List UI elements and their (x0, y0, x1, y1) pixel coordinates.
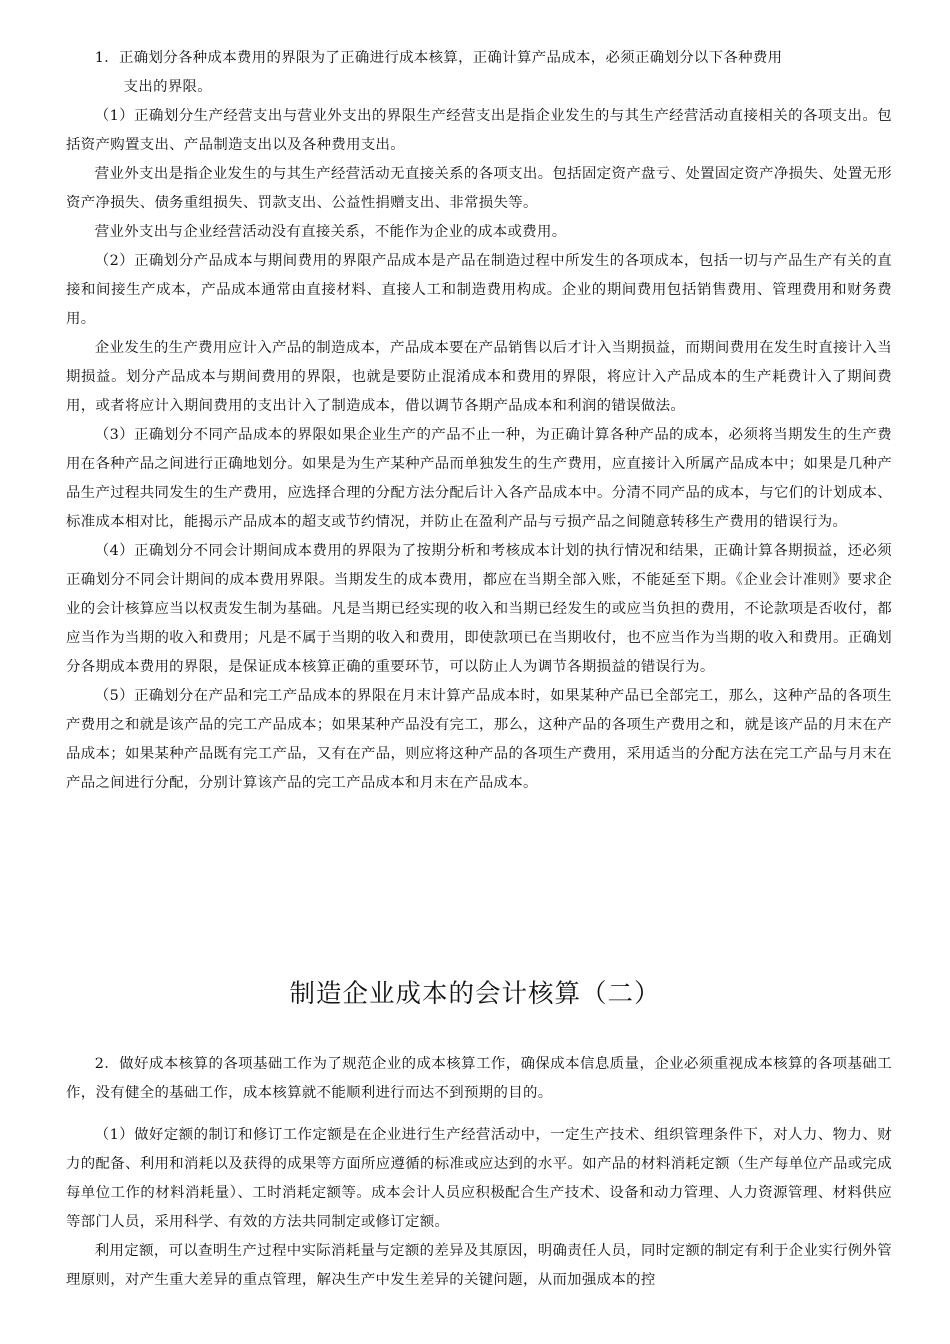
paragraph-heading-1 (66, 44, 892, 102)
paragraph-production-cost: 企业发生的生产费用应计入产品的制造成本，产品成本要在产品销售以后才计入当期损益，而期间费用在发生时直接计入当期损益。划分产品成本与期间费用的界限，也就是要防止混淆成本和费用的界限，将应计入产品成本的生产耗费计入了期间费用，或者将应计入期间费用的支出计入了制造成本，借以调节各期产品成本和利润的错误做法。 (66, 340, 892, 414)
paragraph-nonoperating-note: 营业外支出与企业经营活动没有直接关系，不能作为企业的成本或费用。 (94, 224, 567, 240)
paragraph-nonoperating-expense: 营业外支出是指企业发生的与其生产经营活动无直接关系的各项支出。包括固定资产盘亏、处置固定资产净损失、处置无形资产净损失、债务重组损失、罚款支出、公益性捐赠支出、非常损失等。 (66, 166, 892, 211)
paragraph-heading-1-first-line: 1．正确划分各种成本费用的界限为了正确进行成本核算，正确计算产品成本，必须正确划分以下各种费用 (94, 50, 783, 66)
paragraph-item-1: （1）正确划分生产经营支出与营业外支出的界限生产经营支出是指企业发生的与其生产经营活动直接相关的各项支出。包括资产购置支出、产品制造支出以及各种费用支出。 (66, 108, 892, 153)
paragraph-item-4: （4）正确划分不同会计期间成本费用的界限为了按期分析和考核成本计划的执行情况和结果，正确计算各期损益，还必须正确划分不同会计期间的成本费用界限。当期发生的成本费用，都应在当期全部入账，不能延至下期。《企业会计准则》要求企业的会计核算应当以权责发生制为基础。凡是当期已经实现的收入和当期已经发生的或应当负担的费用，不论款项是否收付，都应当作为当期的收入和费用；凡是不属于当期的收入和费用，即使款项已在当期收付，也不应当作为当期的收入和费用。正确划分各期成本费用的界限，是保证成本核算正确的重要环节，可以防止人为调节各期损益的错误行为。 (66, 543, 892, 675)
paragraph-quota-item-1: （1）做好定额的制订和修订工作定额是在企业进行生产经营活动中，一定生产技术、组织管理条件下，对人力、物力、财力的配备、利用和消耗以及获得的成果等方面所应遵循的标准或应达到的水平。如产品的材料消耗定额（生产每单位产品或完成每单位工作的材料消耗量）、工时消耗定额等。成本会计人员应积极配合生产技术、设备和动力管理、人力资源管理、材料供应等部门人员，采用科学、有效的方法共同制定或修订定额。 (66, 1127, 892, 1230)
paragraph-item-2: （2）正确划分产品成本与期间费用的界限产品成本是产品在制造过程中所发生的各项成本，包括一切与产品生产有关的直接和间接生产成本，产品成本通常由直接材料、直接人工和制造费用构成。企业的期间费用包括销售费用、管理费用和财务费用。 (66, 253, 892, 327)
paragraph-item-5: （5）正确划分在产品和完工产品成本的界限在月末计算产品成本时，如果某种产品已全部完工，那么，这种产品的各项生产费用之和就是该产品的完工产品成本；如果某种产品没有完工，那么，这种产品的各项生产费用之和，就是该产品的月末在产品成本；如果某种产品既有完工产品，又有在产品，则应将这种产品的各项生产费用，采用适当的分配方法在完工产品与月末在产品之间进行分配，分别计算该产品的完工产品成本和月末在产品成本。 (66, 688, 892, 791)
paragraph-heading-2: 2．做好成本核算的各项基础工作为了规范企业的成本核算工作，确保成本信息质量，企业必须重视成本核算的各项基础工作，没有健全的基础工作，成本核算就不能顺利进行而达不到预期的目的。 (66, 1056, 892, 1101)
section-one (66, 44, 892, 798)
paragraph-item-3: （3）正确划分不同产品成本的界限如果企业生产的产品不止一种，为正确计算各种产品的成本，必须将当期发生的生产费用在各种产品之间进行正确地划分。如果是为生产某种产品而单独发生的生产费用，应直接计入所属产品成本中；如果是几种产品生产过程共同发生的生产费用，应选择合理的分配方法分配后计入各产品成本中。分清不同产品的成本，与它们的计划成本、标准成本相对比，能揭示产品成本的超支或节约情况，并防止在盈利产品与亏损产品之间随意转移生产费用的错误行为。 (66, 427, 892, 530)
paragraph-quota-usage: 利用定额，可以查明生产过程中实际消耗量与定额的差异及其原因，明确责任人员，同时定额的制定有利于企业实行例外管理原则，对产生重大差异的重点管理，解决生产中发生差异的关键问题，从而加强成本的控 (66, 1243, 892, 1288)
paragraph-heading-1-continuation: 支出的界限。 (123, 79, 213, 95)
section-title: 制造企业成本的会计核算（二） (289, 979, 661, 1009)
section-two (66, 1050, 892, 1295)
